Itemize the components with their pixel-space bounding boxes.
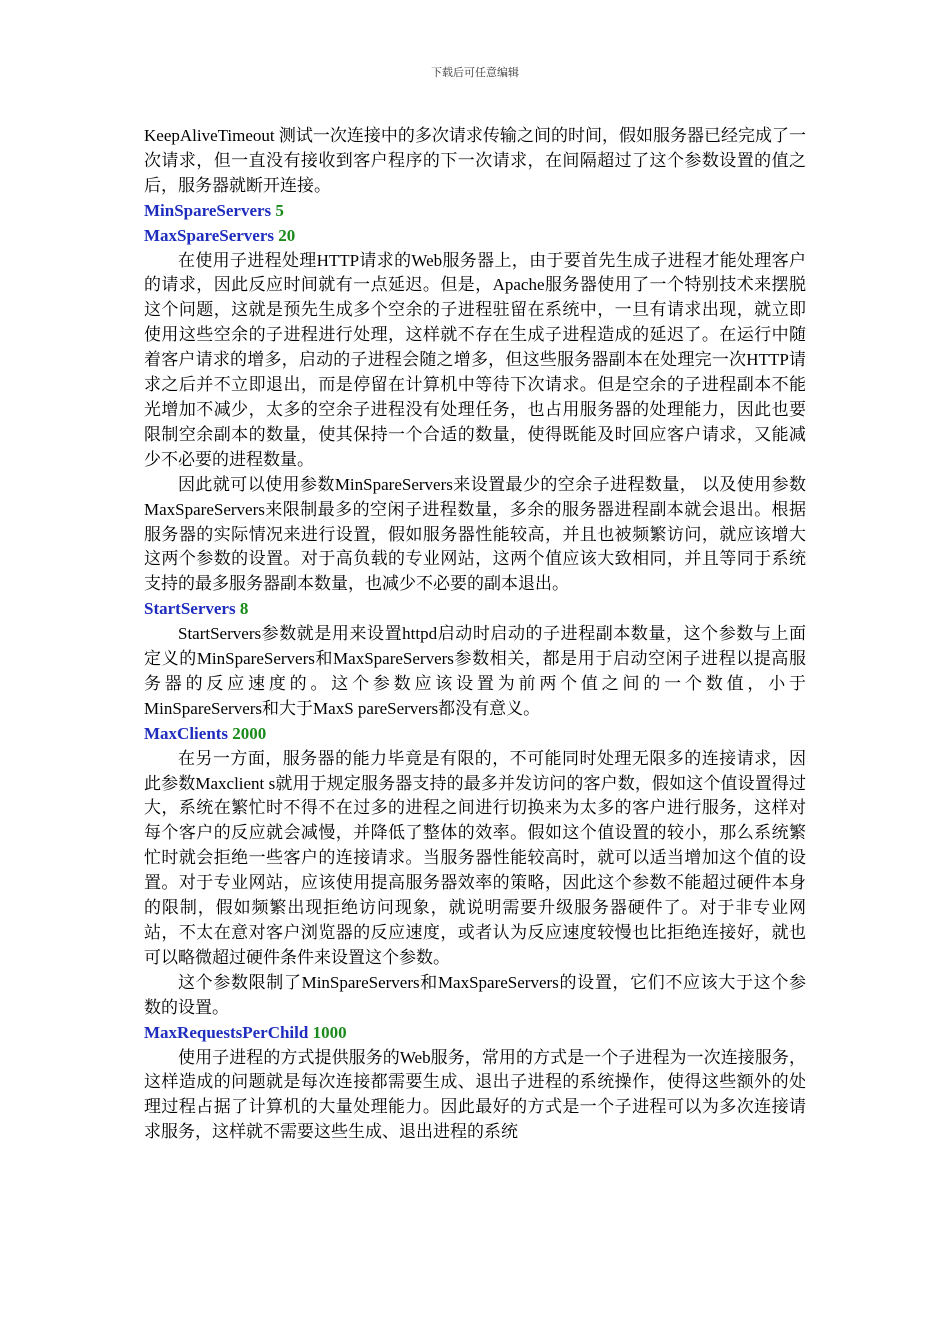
param-name: MaxRequestsPerChild: [144, 1022, 309, 1042]
paragraph-startservers: StartServers参数就是用来设置httpd启动时启动的子进程副本数量，这个参数与上面定义的MinSpareServers和MaxSpareServers参数相关，都是用于启动空闲子进程以提高服务器的反应速度的。这个参数应该设置为前两个值之间的一个数值，小于MinSpareServers和大于MaxS pareServers都没有意义。: [144, 624, 806, 718]
param-heading-startservers: [144, 597, 806, 622]
paragraph-maxrequestsperchild: 使用子进程的方式提供服务的Web服务，常用的方式是一个子进程为一次连接服务，这样造成的问题就是每次连接都需要生成、退出子进程的系统操作，使得这些额外的处理过程占据了计算机的大量处理能力。因此最好的方式是一个子进程可以为多次连接请求服务，这样就不需要这些生成、退出进程的系统: [144, 1047, 806, 1142]
param-name: StartServers: [144, 599, 236, 619]
document-body: [144, 124, 806, 1145]
param-value: 2000: [232, 723, 267, 743]
paragraph-spare-servers-intro: 在使用子进程处理HTTP请求的Web服务器上，由于要首先生成子进程才能处理客户的请求，因此反应时间就有一点延迟。但是，Apache服务器使用了一个特别技术来摆脱这个问题，这就是预先生成多个空余的子进程驻留在系统中，一旦有请求出现，就立即使用这些空余的子进程进行处理，这样就不存在生成子进程造成的延迟了。在运行中随着客户请求的增多，启动的子进程会随之增多，但这些服务器副本在处理完一次HTTP请求之后并不立即退出，而是停留在计算机中等待下次请求。但是空余的子进程副本不能光增加不减少，太多的空余子进程没有处理任务，也占用服务器的处理能力，因此也要限制空余副本的数量，使其保持一个合适的数量，使得既能及时回应客户请求，又能减少不必要的进程数量。: [144, 250, 806, 469]
param-value: 1000: [312, 1022, 347, 1042]
page-header: 下载后可任意编辑: [431, 66, 519, 79]
param-name: MaxSpareServers: [144, 225, 274, 245]
paragraph-keepalive: KeepAliveTimeout 测试一次连接中的多次请求传输之间的时间，假如服务器已经完成了一次请求，但一直没有接收到客户程序的下一次请求，在间隔超过了这个参数设置的值之后，服务器就断开连接。: [144, 126, 806, 195]
param-heading-maxspareservers: [144, 224, 806, 249]
paragraph-maxclients-limit: 这个参数限制了MinSpareServers和MaxSpareServers的设置，它们不应该大于这个参数的设置。: [144, 972, 806, 1017]
param-heading-minspareservers: [144, 199, 806, 224]
param-value: 8: [239, 599, 249, 619]
param-name: MaxClients: [144, 723, 229, 743]
param-value: 20: [278, 225, 296, 245]
param-name: MinSpareServers: [144, 200, 272, 220]
paragraph-maxclients: 在另一方面，服务器的能力毕竟是有限的，不可能同时处理无限多的连接请求，因此参数Maxclient s就用于规定服务器支持的最多并发访问的客户数，假如这个值设置得过大，系统在繁忙时不得不在过多的进程之间进行切换来为太多的客户进行服务，这样对每个客户的反应就会减慢，并降低了整体的效率。假如这个值设置的较小，那么系统繁忙时就会拒绝一些客户的连接请求。当服务器性能较高时，就可以适当增加这个值的设置。对于专业网站，应该使用提高服务器效率的策略，因此这个参数不能超过硬件本身的限制，假如频繁出现拒绝访问现象，就说明需要升级服务器硬件了。对于非专业网站，不太在意对客户浏览器的反应速度，或者认为反应速度较慢也比拒绝连接好，就也可以略微超过硬件条件来设置这个参数。: [144, 748, 806, 967]
param-value: 5: [275, 200, 284, 220]
paragraph-spare-servers-settings: 因此就可以使用参数MinSpareServers来设置最少的空余子进程数量， 以及使用参数MaxSpareServers来限制最多的空闲子进程数量，多余的服务器进程副本就会退出。根据服务器的实际情况来进行设置，假如服务器性能较高，并且也被频繁访问，就应该增大这两个参数的设置。对于高负载的专业网站，这两个值应该大致相同，并且等同于系统支持的最多服务器副本数量，也减少不必要的副本退出。: [144, 474, 806, 594]
param-heading-maxclients: [144, 722, 806, 747]
param-heading-maxrequestsperchild: [144, 1021, 806, 1046]
